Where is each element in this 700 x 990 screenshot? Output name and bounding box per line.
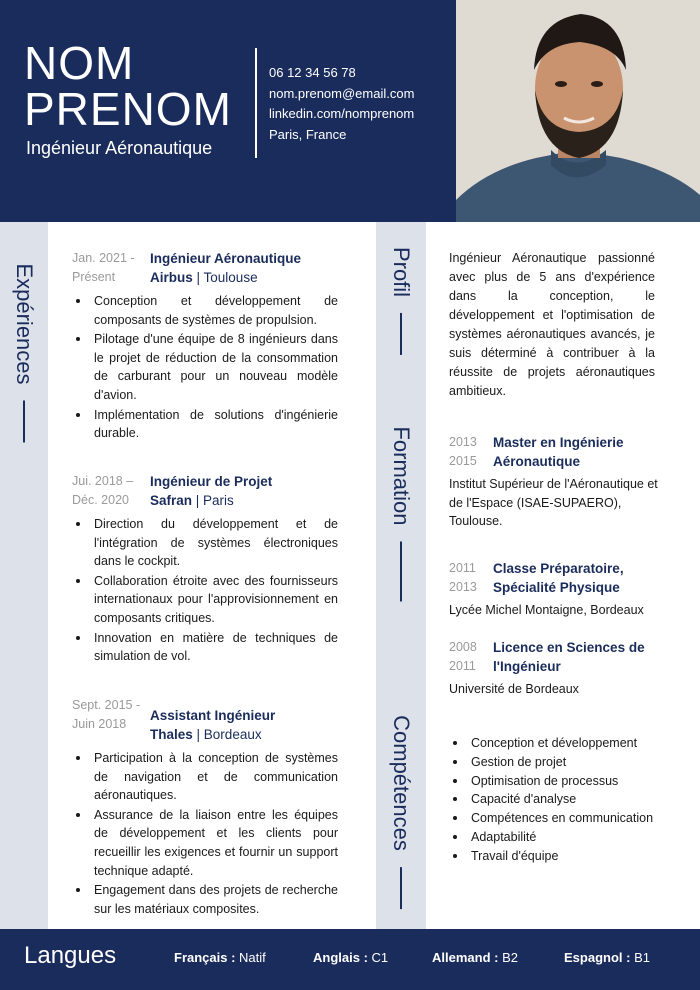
skill-item: Optimisation de processus bbox=[449, 772, 653, 791]
heading-dash bbox=[400, 867, 402, 909]
candidate-name bbox=[24, 37, 232, 135]
year-end: 2011 bbox=[449, 659, 476, 673]
heading-dash bbox=[23, 401, 25, 443]
date-start: Sept. 2015 - bbox=[72, 698, 141, 712]
header-divider bbox=[255, 48, 257, 158]
heading-dash bbox=[400, 542, 402, 602]
education-item bbox=[449, 638, 669, 699]
date-end: Déc. 2020 bbox=[72, 493, 129, 507]
language-item bbox=[432, 950, 518, 965]
bullet-item: Conception et développement de composants de systèmes de propulsion. bbox=[72, 292, 338, 329]
linkedin[interactable]: linkedin.com/nomprenom bbox=[269, 106, 415, 121]
language-item bbox=[313, 950, 388, 965]
role-title: Ingénieur de Projet bbox=[150, 474, 273, 489]
name-line1: NOM bbox=[24, 37, 135, 89]
degree-title bbox=[493, 559, 624, 597]
skill-item: Gestion de projet bbox=[449, 753, 653, 772]
heading-dash bbox=[400, 313, 402, 355]
skill-item: Conception et développement bbox=[449, 734, 653, 753]
contact-info bbox=[269, 63, 414, 145]
experience-item bbox=[72, 472, 338, 667]
language-item bbox=[564, 950, 650, 965]
school: Institut Supérieur de l'Aéronautique et de l'Espace (ISAE-SUPAERO), Toulouse. bbox=[449, 477, 658, 528]
experiences-heading-text: Expériences bbox=[12, 263, 37, 385]
bullet-item: Pilotage d'une équipe de 8 ingénieurs dans le projet de réduction de la consommation de carburant pour un nouveau modèle d'avion. bbox=[72, 330, 338, 404]
education-dates bbox=[449, 559, 493, 597]
bullet-item: Collaboration étroite avec des fournisseurs internationaux pour l'approvisionnement en composants critiques. bbox=[72, 572, 338, 628]
education-item bbox=[449, 433, 669, 531]
company: Airbus bbox=[150, 270, 193, 285]
bullet-item: Engagement dans des projets de recherche sur les matériaux composites. bbox=[72, 881, 338, 918]
experience-dates bbox=[72, 472, 150, 510]
language-name: Français : bbox=[174, 950, 236, 965]
bullet-item: Innovation en matière de techniques de simulation de vol. bbox=[72, 629, 338, 666]
languages-bar bbox=[0, 929, 700, 990]
skill-item: Capacité d'analyse bbox=[449, 790, 653, 809]
skills-heading-text: Compétences bbox=[389, 715, 414, 851]
name-line2: PRENOM bbox=[24, 83, 232, 135]
language-level: B2 bbox=[502, 950, 518, 965]
header bbox=[0, 0, 456, 222]
degree-title bbox=[493, 638, 645, 676]
education-dates bbox=[449, 433, 493, 471]
city: Bordeaux bbox=[203, 727, 262, 742]
experience-item bbox=[72, 696, 338, 919]
middle-strip bbox=[376, 222, 426, 929]
education-heading-text: Formation bbox=[389, 426, 414, 526]
experience-role: Ingénieur de Projet Safran | Paris bbox=[150, 474, 273, 508]
language-name: Espagnol : bbox=[564, 950, 631, 965]
date-end: Juin 2018 bbox=[72, 717, 127, 731]
date-end: Présent bbox=[72, 270, 116, 284]
degree-line1: Classe Préparatoire, bbox=[493, 561, 624, 576]
portrait-photo bbox=[456, 0, 700, 222]
education-item bbox=[449, 559, 669, 620]
language-item bbox=[174, 950, 266, 965]
degree-line1: Master en Ingénierie bbox=[493, 435, 624, 450]
role-title: Ingénieur Aéronautique bbox=[150, 251, 302, 266]
company: Safran bbox=[150, 493, 193, 508]
school: Lycée Michel Montaigne, Bordeaux bbox=[449, 603, 644, 617]
job-title: Ingénieur Aéronautique bbox=[26, 138, 213, 158]
portrait-illustration bbox=[456, 0, 700, 222]
skill-item: Compétences en communication bbox=[449, 809, 653, 828]
city: Paris bbox=[203, 493, 234, 508]
bullet-item: Assurance de la liaison entre les équipes de développement et les clients pour recueillir les exigences et fournir un support technique adapté. bbox=[72, 806, 338, 880]
company: Thales bbox=[150, 727, 193, 742]
year-start: 2008 bbox=[449, 640, 477, 654]
email[interactable]: nom.prenom@email.com bbox=[269, 85, 415, 101]
skills-heading bbox=[388, 715, 414, 909]
skill-item: Adaptabilité bbox=[449, 828, 653, 847]
experience-bullets bbox=[72, 515, 338, 666]
school: Université de Bordeaux bbox=[449, 682, 579, 696]
experience-role: Ingénieur Aéronautique Airbus | Toulouse bbox=[150, 251, 302, 285]
education-dates bbox=[449, 638, 493, 676]
degree-line2: Aéronautique bbox=[493, 454, 581, 469]
experiences-heading bbox=[11, 263, 37, 442]
degree-line2: l'Ingénieur bbox=[493, 659, 561, 674]
language-name: Allemand : bbox=[432, 950, 499, 965]
experience-dates bbox=[72, 249, 150, 287]
language-level: C1 bbox=[371, 950, 389, 965]
bullet-item: Implémentation de solutions d'ingénierie durable. bbox=[72, 406, 338, 443]
language-level: B1 bbox=[634, 950, 650, 965]
profile-text: Ingénieur Aéronautique passionné avec plus de 5 ans d'expérience dans la conception, le développement et l'optimisation de systèmes aéronautiques avancés, je suis déterminé à contribuer à la réussite de projets aéronautiques ambitieux. bbox=[449, 251, 655, 398]
date-start: Jan. 2021 - bbox=[72, 251, 135, 265]
date-start: Jui. 2018 – bbox=[72, 474, 134, 488]
year-start: 2011 bbox=[449, 561, 476, 575]
year-end: 2013 bbox=[449, 580, 477, 594]
skills-list bbox=[449, 734, 653, 866]
degree-line1: Licence en Sciences de bbox=[493, 640, 645, 655]
experience-bullets bbox=[72, 749, 338, 918]
experience-item bbox=[72, 249, 338, 444]
language-level: Natif bbox=[239, 950, 266, 965]
language-name: Anglais : bbox=[313, 950, 368, 965]
bullet-item: Participation à la conception de systèmes de navigation et de communication aéronautiques. bbox=[72, 749, 338, 805]
experience-dates bbox=[72, 696, 150, 744]
experience-bullets bbox=[72, 292, 338, 443]
location: Paris, France bbox=[269, 126, 347, 142]
year-start: 2013 bbox=[449, 435, 477, 449]
degree-title bbox=[493, 433, 624, 471]
education-heading bbox=[388, 426, 414, 601]
city: Toulouse bbox=[203, 270, 258, 285]
degree-line2: Spécialité Physique bbox=[493, 580, 620, 595]
experiences-strip bbox=[0, 222, 48, 929]
phone: 06 12 34 56 78 bbox=[269, 65, 356, 80]
year-end: 2015 bbox=[449, 454, 477, 468]
profile-heading-text: Profil bbox=[389, 246, 414, 298]
languages-heading: Langues bbox=[24, 942, 117, 969]
bullet-item: Direction du développement et de l'intégration de systèmes électroniques dans le cockpit. bbox=[72, 515, 338, 571]
profile-heading bbox=[388, 247, 414, 355]
role-title: Assistant Ingénieur bbox=[150, 708, 276, 723]
skill-item: Travail d'équipe bbox=[449, 847, 653, 866]
experience-role: Assistant Ingénieur Thales | Bordeaux bbox=[150, 708, 276, 742]
